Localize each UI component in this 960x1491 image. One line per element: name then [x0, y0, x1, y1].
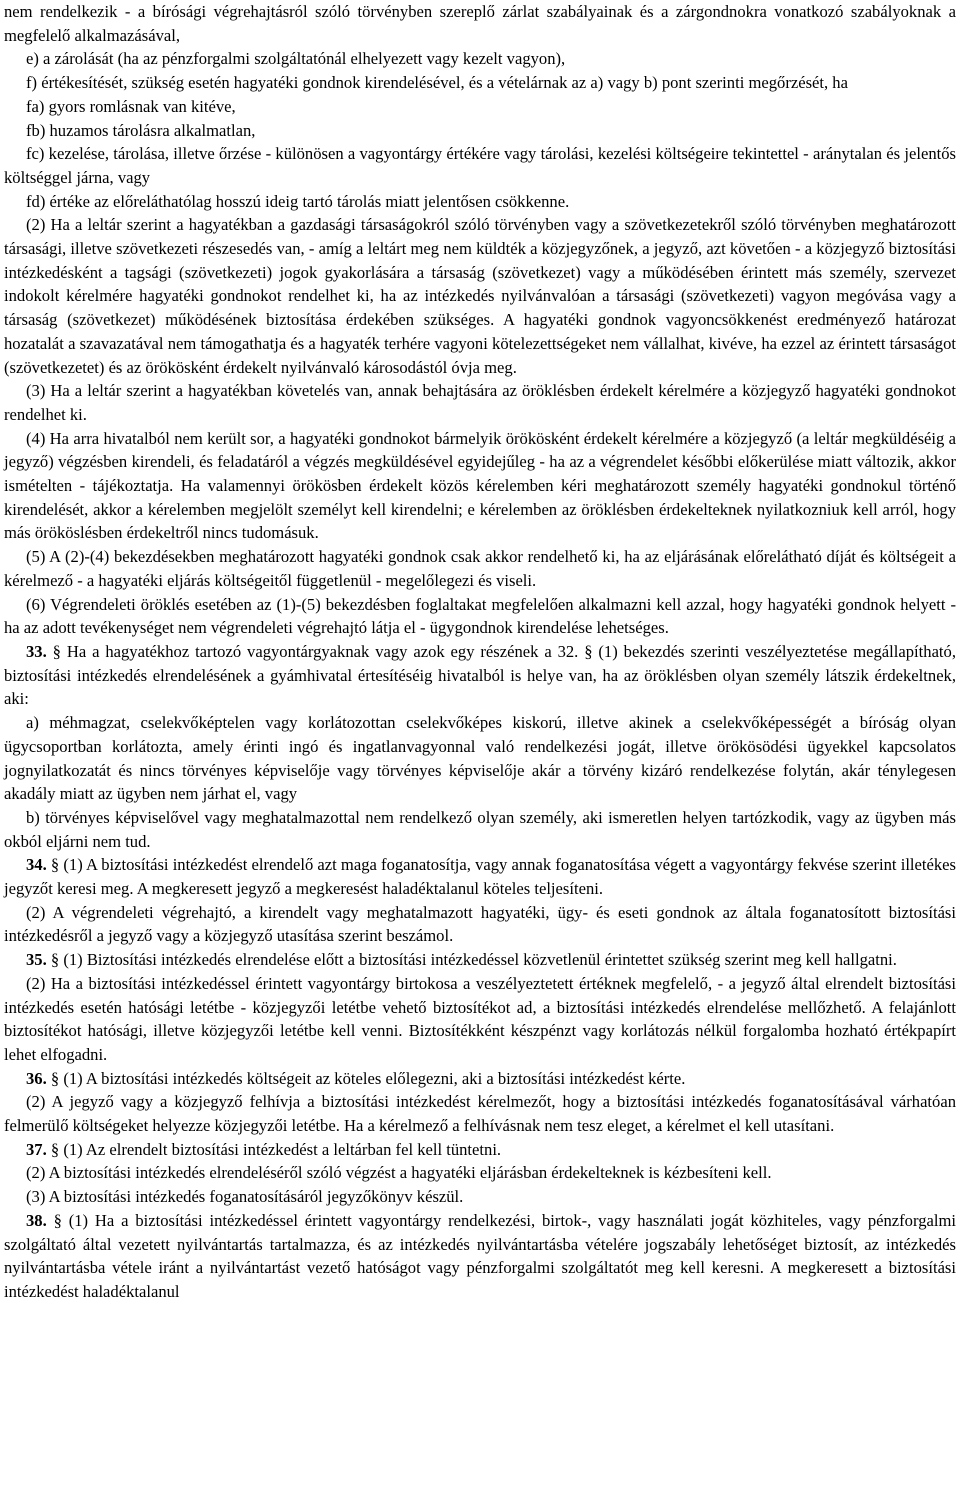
- section-number: 34.: [26, 855, 47, 875]
- paragraph: a) méhmagzat, cselekvőképtelen vagy korlátozottan cselekvőképes kiskorú, illetve akinek a cselekvőképességét a bíróság olyan ügycsoportban korlátozta, amely érinti ingó és ingatlanvagyonnal való rendelkezési jogát, illetve örökösödési ügyekkel kapcsolatos jognyilatkozatát és nincs törvényes képviselője vagy törvényes képviselője akár a törvény kizáró rendelkezése folytán, akár ténylegesen akadály miatt az ügyben nem járhat el, vagy: [4, 713, 956, 804]
- paragraph: e) a zárolását (ha az pénzforgalmi szolgáltatónál elhelyezett vagy kezelt vagyon),: [26, 49, 566, 69]
- paragraph: fd) értéke az előreláthatólag hosszú ideig tartó tárolás miatt jelentősen csökkenne.: [26, 191, 570, 211]
- paragraph: (4) Ha arra hivatalból nem került sor, a hagyatéki gondnokot bármelyik örökösként érdekelt kérelmére a közjegyző (a leltár megküldéséig a jegyző) végzésben kirendeli, és feladatáról a végzés megküldésével egyidejűleg - ha az a végrendelet későbbi előkerülése miatt változik, akkor ismételten - tájékoztatja. Ha valamennyi örökösben érdekelt közös kérelemben kéri meghatározott személy hagyatéki gondnokul történő kirendelését, akkor a kérelemben megjelölt személyt kell kirendelni; e kérelemben az öröklésben érdekelteknek nyilatkozniuk kell arról, hogy más örököslésben érdekeltről nincs tudomásuk.: [4, 428, 956, 543]
- paragraph: nem rendelkezik - a bírósági végrehajtásról szóló törvényben szereplő zárlat szabályainak és a zárgondnokra vonatkozó szabályoknak a megfelelő alkalmazásával,: [4, 2, 956, 45]
- paragraph: (6) Végrendeleti öröklés esetében az (1)-(5) bekezdésben foglaltakat megfelelően alkalmazni kell azzal, hogy hagyatéki gondnok helyett - ha az adott tevékenységet nem végrendeleti végrehajtó látja el - ügygondnok kirendelése lehetséges.: [4, 594, 956, 638]
- paragraph: 33. § Ha a hagyatékhoz tartozó vagyontárgyaknak vagy azok egy részének a 32. § (1) bekezdés szerinti veszélyeztetése megállapítható, biztosítási intézkedés elrendelésének a gyámhivatal értesítéséig hivatalból is helye van, ha az öröklésben olyan személy látszik érdekeltnek, aki:: [4, 641, 956, 709]
- paragraph: fa) gyors romlásnak van kitéve,: [26, 96, 236, 116]
- section-number: 38.: [26, 1210, 47, 1230]
- paragraph: 37. § (1) Az elrendelt biztosítási intézkedést a leltárban fel kell tüntetni.: [26, 1139, 502, 1159]
- paragraph: 36. § (1) A biztosítási intézkedés költségeit az köteles előlegezni, aki a biztosítási intézkedést kérte.: [26, 1068, 686, 1088]
- paragraph: (3) A biztosítási intézkedés foganatosításáról jegyzőkönyv készül.: [26, 1187, 464, 1207]
- paragraph: 35. § (1) Biztosítási intézkedés elrendelése előtt a biztosítási intézkedéssel közvetlenül érintettet szükség szerint meg kell hallgatni.: [26, 950, 897, 970]
- paragraph: 38. § (1) Ha a biztosítási intézkedéssel érintett vagyontárgy rendelkezési, birtok-, vagy használati jogát közhiteles, vagy pénzforgalmi szolgáltató által vezetett nyilvántartás tartalmazza, és az intézkedés nyilvántartásba vételére jogszabály lehetőséget biztosít, az intézkedés nyilvántartásba vétele iránt a nyilvántartást vezető hatóságot vagy pénzforgalmi szolgáltatót meg kell keresni. A megkeresett a biztosítási intézkedést haladéktalanul: [4, 1210, 956, 1301]
- paragraph: (2) Ha a biztosítási intézkedéssel érintett vagyontárgy birtokosa a veszélyeztetett értéknek megfelelő, - a jegyző által elrendelt biztosítási intézkedés esetén hatósági letétbe - közjegyzői letétbe vehető biztosítékot ad, a biztosítási intézkedés elrendelése mellőzhető. A felajánlott biztosítékot hatósági, illetve közjegyzői letétbe kell venni. Biztosítékként készpénzt vagy korlátozás nélkül forgalomba hozható értékpapírt lehet elfogadni.: [4, 973, 956, 1064]
- paragraph: b) törvényes képviselővel vagy meghatalmazottal nem rendelkező olyan személy, aki ismeretlen helyen tartózkodik, vagy az ügyben más okból eljárni nem tud.: [4, 807, 956, 851]
- paragraph: (3) Ha a leltár szerint a hagyatékban követelés van, annak behajtására az öröklésben érdekelt kérelmére a közjegyző hagyatéki gondnokot rendelhet ki.: [4, 381, 956, 424]
- section-number: 36.: [26, 1068, 47, 1088]
- section-number: 35.: [26, 950, 47, 970]
- paragraph: 34. § (1) A biztosítási intézkedést elrendelő azt maga foganatosítja, vagy annak foganatosítása végett a vagyontárgy fekvése szerint illetékes jegyzőt keresi meg. A megkeresett jegyző a megkeresést haladéktalanul köteles teljesíteni.: [4, 855, 956, 899]
- paragraph: (2) A végrendeleti végrehajtó, a kirendelt vagy meghatalmazott hagyatéki, ügy- és eseti gondnok az általa foganatosított biztosítási intézkedésről a jegyző vagy a közjegyző utasítása szerint beszámol.: [4, 902, 956, 946]
- paragraph: (2) Ha a leltár szerint a hagyatékban a gazdasági társaságokról szóló törvényben vagy a szövetkezetekről szóló törvényben meghatározott társasági, illetve szövetkezeti részesedés van, - amíg a leltárt meg nem küldték a közjegyzőnek, a jegyző, azt követően - a közjegyző biztosítási intézkedésként a tagsági (szövetkezeti) jogok gyakorlására a társaság (szövetkezet) vagy a működésében érintett más személy, szervezet indokolt kérelmére hagyatéki gondnokot rendelhet ki, ha az intézkedés nyilvánvalóan a társasági (szövetkezeti) vagyon megóvása vagy a társaság (szövetkezet) működésének biztosítása érdekében szükséges. A hagyatéki gondnok vagyoncsökkenést eredményező határozat hozatalát a szavazatával nem támogathatja és a hagyaték terhére vagyoni kötelezettségeket nem vállalhat, kivéve, ha ezzel az érintett társaságot (szövetkezetet) és az örökösként érdekelt nyilvánvaló károsodástól óvja meg.: [4, 215, 956, 377]
- paragraph: fb) huzamos tárolásra alkalmatlan,: [26, 120, 256, 140]
- paragraph: fc) kezelése, tárolása, illetve őrzése - különösen a vagyontárgy értékére vagy tárolási, kezelési költségeire tekintettel - aránytalan és jelentős költséggel járna, vagy: [4, 144, 956, 187]
- paragraph: f) értékesítését, szükség esetén hagyatéki gondnok kirendelésével, és a vételárnak az a) vagy b) pont szerinti megőrzését, ha: [26, 73, 848, 93]
- paragraph: (2) A jegyző vagy a közjegyző felhívja a biztosítási intézkedést kérelmezőt, hogy a biztosítási intézkedés foganatosításával várhatóan felmerülő költségeket helyezze közjegyzői letétbe. Ha a kérelmező a felhívásnak nem tesz eleget, a kérelmet el kell utasítani.: [4, 1092, 956, 1136]
- paragraph: (5) A (2)-(4) bekezdésekben meghatározott hagyatéki gondnok csak akkor rendelhető ki, ha az eljárásának előrelátható díját és költségeit a kérelmező - a hagyatéki eljárás költségeitől függetlenül - megelőlegezi és viseli.: [4, 547, 956, 590]
- section-number: 33.: [26, 641, 47, 661]
- paragraph: (2) A biztosítási intézkedés elrendeléséről szóló végzést a hagyatéki eljárásban érdekelteknek is kézbesíteni kell.: [26, 1163, 772, 1183]
- section-number: 37.: [26, 1139, 47, 1159]
